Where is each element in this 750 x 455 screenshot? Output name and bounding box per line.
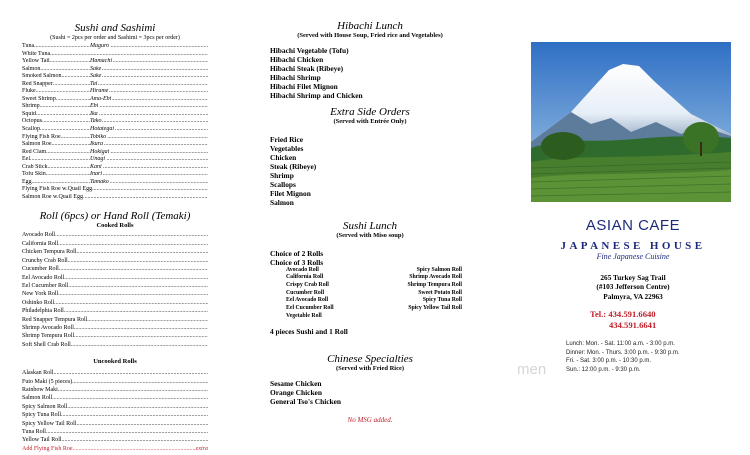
item-name: Flying Fish Roe w.Quail Egg xyxy=(22,186,93,193)
menu-item-row xyxy=(22,369,208,377)
phone-2: 434.591.6641 xyxy=(609,319,657,330)
menu-item-row xyxy=(22,274,208,282)
dot-leader xyxy=(74,324,208,332)
menu-item-row xyxy=(22,156,208,164)
sushi-lunch-rolls xyxy=(270,267,470,321)
item-japanese-name: Tako xyxy=(90,118,102,125)
item-name: Smoked Salmon xyxy=(22,73,62,80)
item-name: New York Roll xyxy=(22,291,59,298)
uncooked-rolls-title: Uncooked Rolls xyxy=(93,358,137,366)
hibachi-title: Hibachi Lunch xyxy=(337,20,403,32)
menu-item-row xyxy=(22,66,208,74)
menu-item-row xyxy=(22,394,208,402)
item-japanese-name: Sake xyxy=(90,73,102,80)
cooked-rolls-title: Cooked Rolls xyxy=(96,222,134,230)
menu-item: Eel Avocado Roll xyxy=(286,297,329,304)
menu-item: Salmon xyxy=(270,197,294,207)
menu-item-row xyxy=(22,103,208,111)
menu-item-row xyxy=(22,164,208,172)
cooked-rolls-list xyxy=(22,231,208,349)
dot-leader xyxy=(67,403,208,411)
item-name: Shrimp Tempura Roll xyxy=(22,333,75,340)
menu-item-row xyxy=(22,324,208,332)
menu-item-row xyxy=(22,96,208,104)
menu-item: Hibachi Steak (Ribeye) xyxy=(270,64,344,73)
menu-item-row xyxy=(22,332,208,340)
restaurant-name: ASIAN CAFE xyxy=(585,217,681,234)
dot-leader xyxy=(46,149,208,157)
dot-leader xyxy=(36,88,208,96)
menu-item-row xyxy=(22,58,208,66)
address-line-2: (#103 Jefferson Centre) xyxy=(596,282,670,292)
item-name: Salmon Roll xyxy=(22,395,53,402)
item-name: Crunchy Crab Roll xyxy=(22,257,68,264)
menu-item: Steak (Ribeye) xyxy=(270,161,317,171)
menu-item: Crispy Crab Roll xyxy=(286,282,329,289)
item-japanese-name: Inari xyxy=(90,171,102,178)
menu-item-row xyxy=(22,149,208,157)
dot-leader xyxy=(46,171,208,179)
item-name: Eel xyxy=(22,156,30,163)
menu-item-row xyxy=(22,118,208,126)
menu-item: Hibachi Shrimp xyxy=(270,73,321,82)
item-name: Yellow Tail Roll xyxy=(22,437,62,444)
menu-item-row xyxy=(22,299,208,307)
menu-item: Shrimp Avocado Roll xyxy=(409,274,462,281)
menu-item: Spicy Yellow Tail Roll xyxy=(408,305,462,312)
menu-item: Spicy Tuna Roll xyxy=(422,297,462,304)
item-name: Eel Avocado Roll xyxy=(22,274,65,281)
dot-leader xyxy=(74,332,208,340)
menu-item: Avocado Roll xyxy=(286,266,319,273)
menu-item: Spicy Salmon Roll xyxy=(416,266,462,273)
sushi-and-roll: 4 pieces Sushi and 1 Roll xyxy=(270,326,348,336)
item-name: Red Clam xyxy=(22,148,47,155)
item-name: Red Snapper Tempura Roll xyxy=(22,316,88,323)
dot-leader xyxy=(58,290,208,298)
restaurant-info-panel xyxy=(528,0,738,455)
dot-leader xyxy=(72,378,208,386)
extra-roe-row xyxy=(22,445,208,453)
dot-leader xyxy=(83,194,208,202)
item-japanese-name: Hirame xyxy=(90,88,109,95)
dot-leader xyxy=(87,316,208,324)
dot-leader xyxy=(68,257,208,265)
dot-leader xyxy=(92,186,208,194)
dot-leader xyxy=(54,299,208,307)
menu-item-row xyxy=(22,307,208,315)
item-japanese-name: Tobiko xyxy=(90,133,107,140)
middle-menu-panel xyxy=(270,0,470,455)
menu-item-row xyxy=(22,194,208,202)
hibachi-subtitle: (Served with House Soup, Fried rice and Vegetables) xyxy=(297,32,443,39)
menu-item-row xyxy=(22,134,208,142)
phone-line-1 xyxy=(590,309,738,320)
dot-leader xyxy=(68,282,208,290)
menu-item: General Tso's Chicken xyxy=(270,396,342,406)
item-name: Chicken Tempura Roll xyxy=(22,249,77,256)
chinese-list xyxy=(270,379,470,406)
restaurant-subname: JAPANESE HOUSE xyxy=(560,240,706,252)
sides-list xyxy=(270,136,470,208)
item-japanese-name: Ikura xyxy=(90,141,103,148)
menu-item-row xyxy=(22,88,208,96)
item-name: Soft Shell Crab Roll xyxy=(22,341,71,348)
menu-item-row xyxy=(22,282,208,290)
dot-leader xyxy=(55,231,208,239)
sushi-lunch-subtitle: (Served with Miso soup) xyxy=(336,231,404,239)
menu-item-row xyxy=(22,73,208,81)
item-name: Red Snapper xyxy=(22,80,53,87)
address-line-3: Palmyra, VA 22963 xyxy=(603,291,663,301)
no-msg-note: No MSG added. xyxy=(347,415,393,424)
menu-item-row xyxy=(22,240,208,248)
menu-item-row xyxy=(22,141,208,149)
item-name: Rainbow Maki xyxy=(22,386,58,393)
item-japanese-name: Tamako xyxy=(90,178,109,185)
menu-item-row xyxy=(22,386,208,394)
sides-title: Extra Side Orders xyxy=(330,106,410,118)
item-name: Spicy Tuna Roll xyxy=(22,412,62,419)
dot-leader xyxy=(56,96,208,104)
watermark: men xyxy=(517,361,547,378)
item-japanese-name: Ebi xyxy=(90,103,99,110)
menu-item-row xyxy=(22,81,208,89)
menu-item: Scallops xyxy=(270,179,296,189)
menu-item-row xyxy=(22,436,208,444)
menu-item: Eel Cucumber Roll xyxy=(286,305,334,312)
item-name: Tuna xyxy=(22,43,35,49)
item-japanese-name: Hokigai xyxy=(90,148,110,155)
item-japanese-name: Ama-Ebi xyxy=(90,95,112,102)
menu-item-row xyxy=(22,179,208,187)
item-name: Eel Cucumber Roll xyxy=(22,282,69,289)
item-japanese-name: Sake xyxy=(90,65,102,72)
item-name: Philadelphia Roll xyxy=(22,308,64,315)
choice-3-rolls: Choice of 3 Rolls xyxy=(270,257,324,267)
menu-item-row xyxy=(22,428,208,436)
item-japanese-name: Kani xyxy=(90,163,102,170)
item-japanese-name: Maguro xyxy=(90,43,110,49)
menu-item: Hibachi Chicken xyxy=(270,55,324,64)
dot-leader xyxy=(61,411,208,419)
item-name: Yellow Tail xyxy=(22,58,50,65)
dot-leader xyxy=(40,103,208,111)
dot-leader xyxy=(58,240,208,248)
hours-line: Dinner: Mon. - Thurs. 3:00 p.m. - 9:30 p.m. xyxy=(566,349,680,356)
menu-item-row xyxy=(22,43,208,51)
menu-item: Orange Chicken xyxy=(270,387,322,397)
item-japanese-name: Tai xyxy=(90,80,98,87)
phone-1: 434.591.6640 xyxy=(608,309,656,320)
item-name: Shrimp xyxy=(22,103,40,110)
sushi-lunch-rolls-right xyxy=(382,267,462,321)
sushi-sashimi-list xyxy=(22,43,208,201)
left-menu-panel xyxy=(22,0,208,455)
chinese-title: Chinese Specialties xyxy=(327,352,413,365)
item-name: Salmon Roe xyxy=(22,141,52,148)
menu-item: Sesame Chicken xyxy=(270,378,322,388)
menu-item-row xyxy=(22,257,208,265)
menu-item: Hibachi Vegetable (Tofu) xyxy=(270,46,349,55)
menu-item: Fried Rice xyxy=(270,135,304,144)
menu-item: Sweet Potato Roll xyxy=(418,289,462,296)
item-name: White Tuna xyxy=(22,50,51,57)
item-name: Scallop xyxy=(22,126,40,133)
dot-leader xyxy=(76,248,208,256)
menu-item-row xyxy=(22,341,208,349)
menu-item-row xyxy=(22,248,208,256)
dot-leader xyxy=(40,66,208,74)
menu-item-row xyxy=(22,290,208,298)
item-name: Fluke xyxy=(22,88,36,95)
dot-leader xyxy=(64,307,208,315)
sushi-sashimi-title: Sushi and Sashimi xyxy=(74,22,156,34)
menu-item-row xyxy=(22,111,208,119)
sushi-lunch-rolls-left xyxy=(270,267,382,321)
item-name: Squid xyxy=(22,110,37,117)
item-japanese-name: Hotategai xyxy=(90,126,114,133)
hibachi-list xyxy=(270,46,470,100)
dot-leader xyxy=(52,141,209,149)
dot-leader xyxy=(58,386,208,394)
dot-leader xyxy=(64,274,208,282)
dot-leader xyxy=(32,179,208,187)
restaurant-tagline: Fine Japanese Cuisine xyxy=(596,252,670,261)
item-name: Salmon Roe w.Quail Egg xyxy=(22,193,83,200)
item-name: Tuna Roll xyxy=(22,429,46,436)
menu-item: Hibachi Filet Mignon xyxy=(270,82,338,91)
dot-leader xyxy=(36,111,208,119)
dot-leader xyxy=(59,265,208,273)
item-japanese-name: Unagi xyxy=(90,156,105,163)
item-name: Spicy Salmon Roll xyxy=(22,403,68,410)
dot-leader xyxy=(50,51,208,59)
menu-item-row xyxy=(22,231,208,239)
menu-item: Hibachi Shrimp and Chicken xyxy=(270,91,363,100)
item-japanese-name: Ika xyxy=(90,110,98,117)
item-name: Cucumber Roll xyxy=(22,266,59,273)
dot-leader xyxy=(30,156,208,164)
item-name: Avocado Roll xyxy=(22,232,56,239)
menu-item-row xyxy=(22,378,208,386)
item-name: Flying Fish Roe xyxy=(22,133,61,140)
menu-item: Chicken xyxy=(270,152,297,162)
dot-leader xyxy=(61,134,208,142)
dot-leader xyxy=(40,126,208,134)
dot-leader xyxy=(48,164,209,172)
dot-leader xyxy=(76,420,208,428)
dot-leader xyxy=(52,394,208,402)
menu-item: Cucumber Roll xyxy=(286,289,325,296)
dot-leader xyxy=(42,118,208,126)
dot-leader xyxy=(50,58,208,66)
rolls-title: Roll (6pcs) or Hand Roll (Temaki) xyxy=(39,210,191,223)
item-name: Futo Maki (5 pieces) xyxy=(22,378,73,385)
item-name: Crab Stick xyxy=(22,163,48,170)
item-name: Tofu Skin xyxy=(22,171,46,178)
hours-line: Sun.: 12:00 p.m. - 9:30 p.m. xyxy=(566,367,641,373)
item-japanese-name: Hamachi xyxy=(90,58,112,65)
dot-leader xyxy=(62,73,208,81)
uncooked-rolls-list xyxy=(22,369,208,445)
menu-item-row xyxy=(22,411,208,419)
menu-item: California Roll xyxy=(286,274,324,281)
menu-item: Shrimp xyxy=(270,170,294,180)
chinese-subtitle: (Served with Fried Rice) xyxy=(335,364,405,372)
menu-item: Filet Mignon xyxy=(270,188,311,198)
hours-line: Lunch: Mon. - Sat. 11:00 a.m. - 3:00 p.m. xyxy=(566,341,675,348)
item-name: Alaskan Roll xyxy=(22,370,54,377)
menu-item: Vegetables xyxy=(270,143,304,153)
item-name: Shrimp Avocado Roll xyxy=(22,324,74,331)
menu-item-row xyxy=(22,186,208,194)
sushi-sashimi-subtitle: (Sushi = 2pcs per order and Sashimi = 3pcs per order) xyxy=(50,35,180,41)
menu-item-row xyxy=(22,316,208,324)
dot-leader xyxy=(53,81,208,89)
item-name: Egg xyxy=(22,178,32,185)
menu-item-row xyxy=(22,126,208,134)
item-name: Oshinko Roll xyxy=(22,299,55,306)
hours-list xyxy=(528,340,738,374)
menu-item-row xyxy=(22,403,208,411)
menu-item-row xyxy=(22,265,208,273)
dot-leader xyxy=(34,43,208,51)
item-name: Salmon xyxy=(22,65,41,72)
hours-line: Fri. - Sat. 3:00 p.m. - 10:30 p.m. xyxy=(566,358,652,365)
menu-item: Vegetable Roll xyxy=(286,312,322,319)
dot-leader xyxy=(71,341,208,349)
sushi-lunch-title: Sushi Lunch xyxy=(342,219,398,232)
item-name: Octopus xyxy=(22,118,42,125)
address-line-1: 265 Turkey Sag Trail xyxy=(600,273,666,282)
menu-item-row xyxy=(22,171,208,179)
dot-leader xyxy=(46,428,208,436)
menu-item-row xyxy=(22,51,208,59)
item-name: California Roll xyxy=(22,240,59,247)
tel-label: Tel.: xyxy=(590,309,607,320)
menu-item: Shrimp Tempura Roll xyxy=(407,282,462,289)
sides-subtitle: (Served with Entrée Only) xyxy=(333,118,407,125)
menu-item-row xyxy=(22,420,208,428)
dot-leader xyxy=(54,369,209,377)
choice-2-rolls: Choice of 2 Rolls xyxy=(270,248,324,258)
item-name: Spicy Yellow Tail Roll xyxy=(22,420,77,427)
dot-leader xyxy=(62,436,208,444)
item-name: Sweet Shrimp xyxy=(22,95,56,102)
extra-roe-price: extra xyxy=(195,445,208,452)
extra-roe-label: Add Flying Fish Roe xyxy=(22,445,73,452)
